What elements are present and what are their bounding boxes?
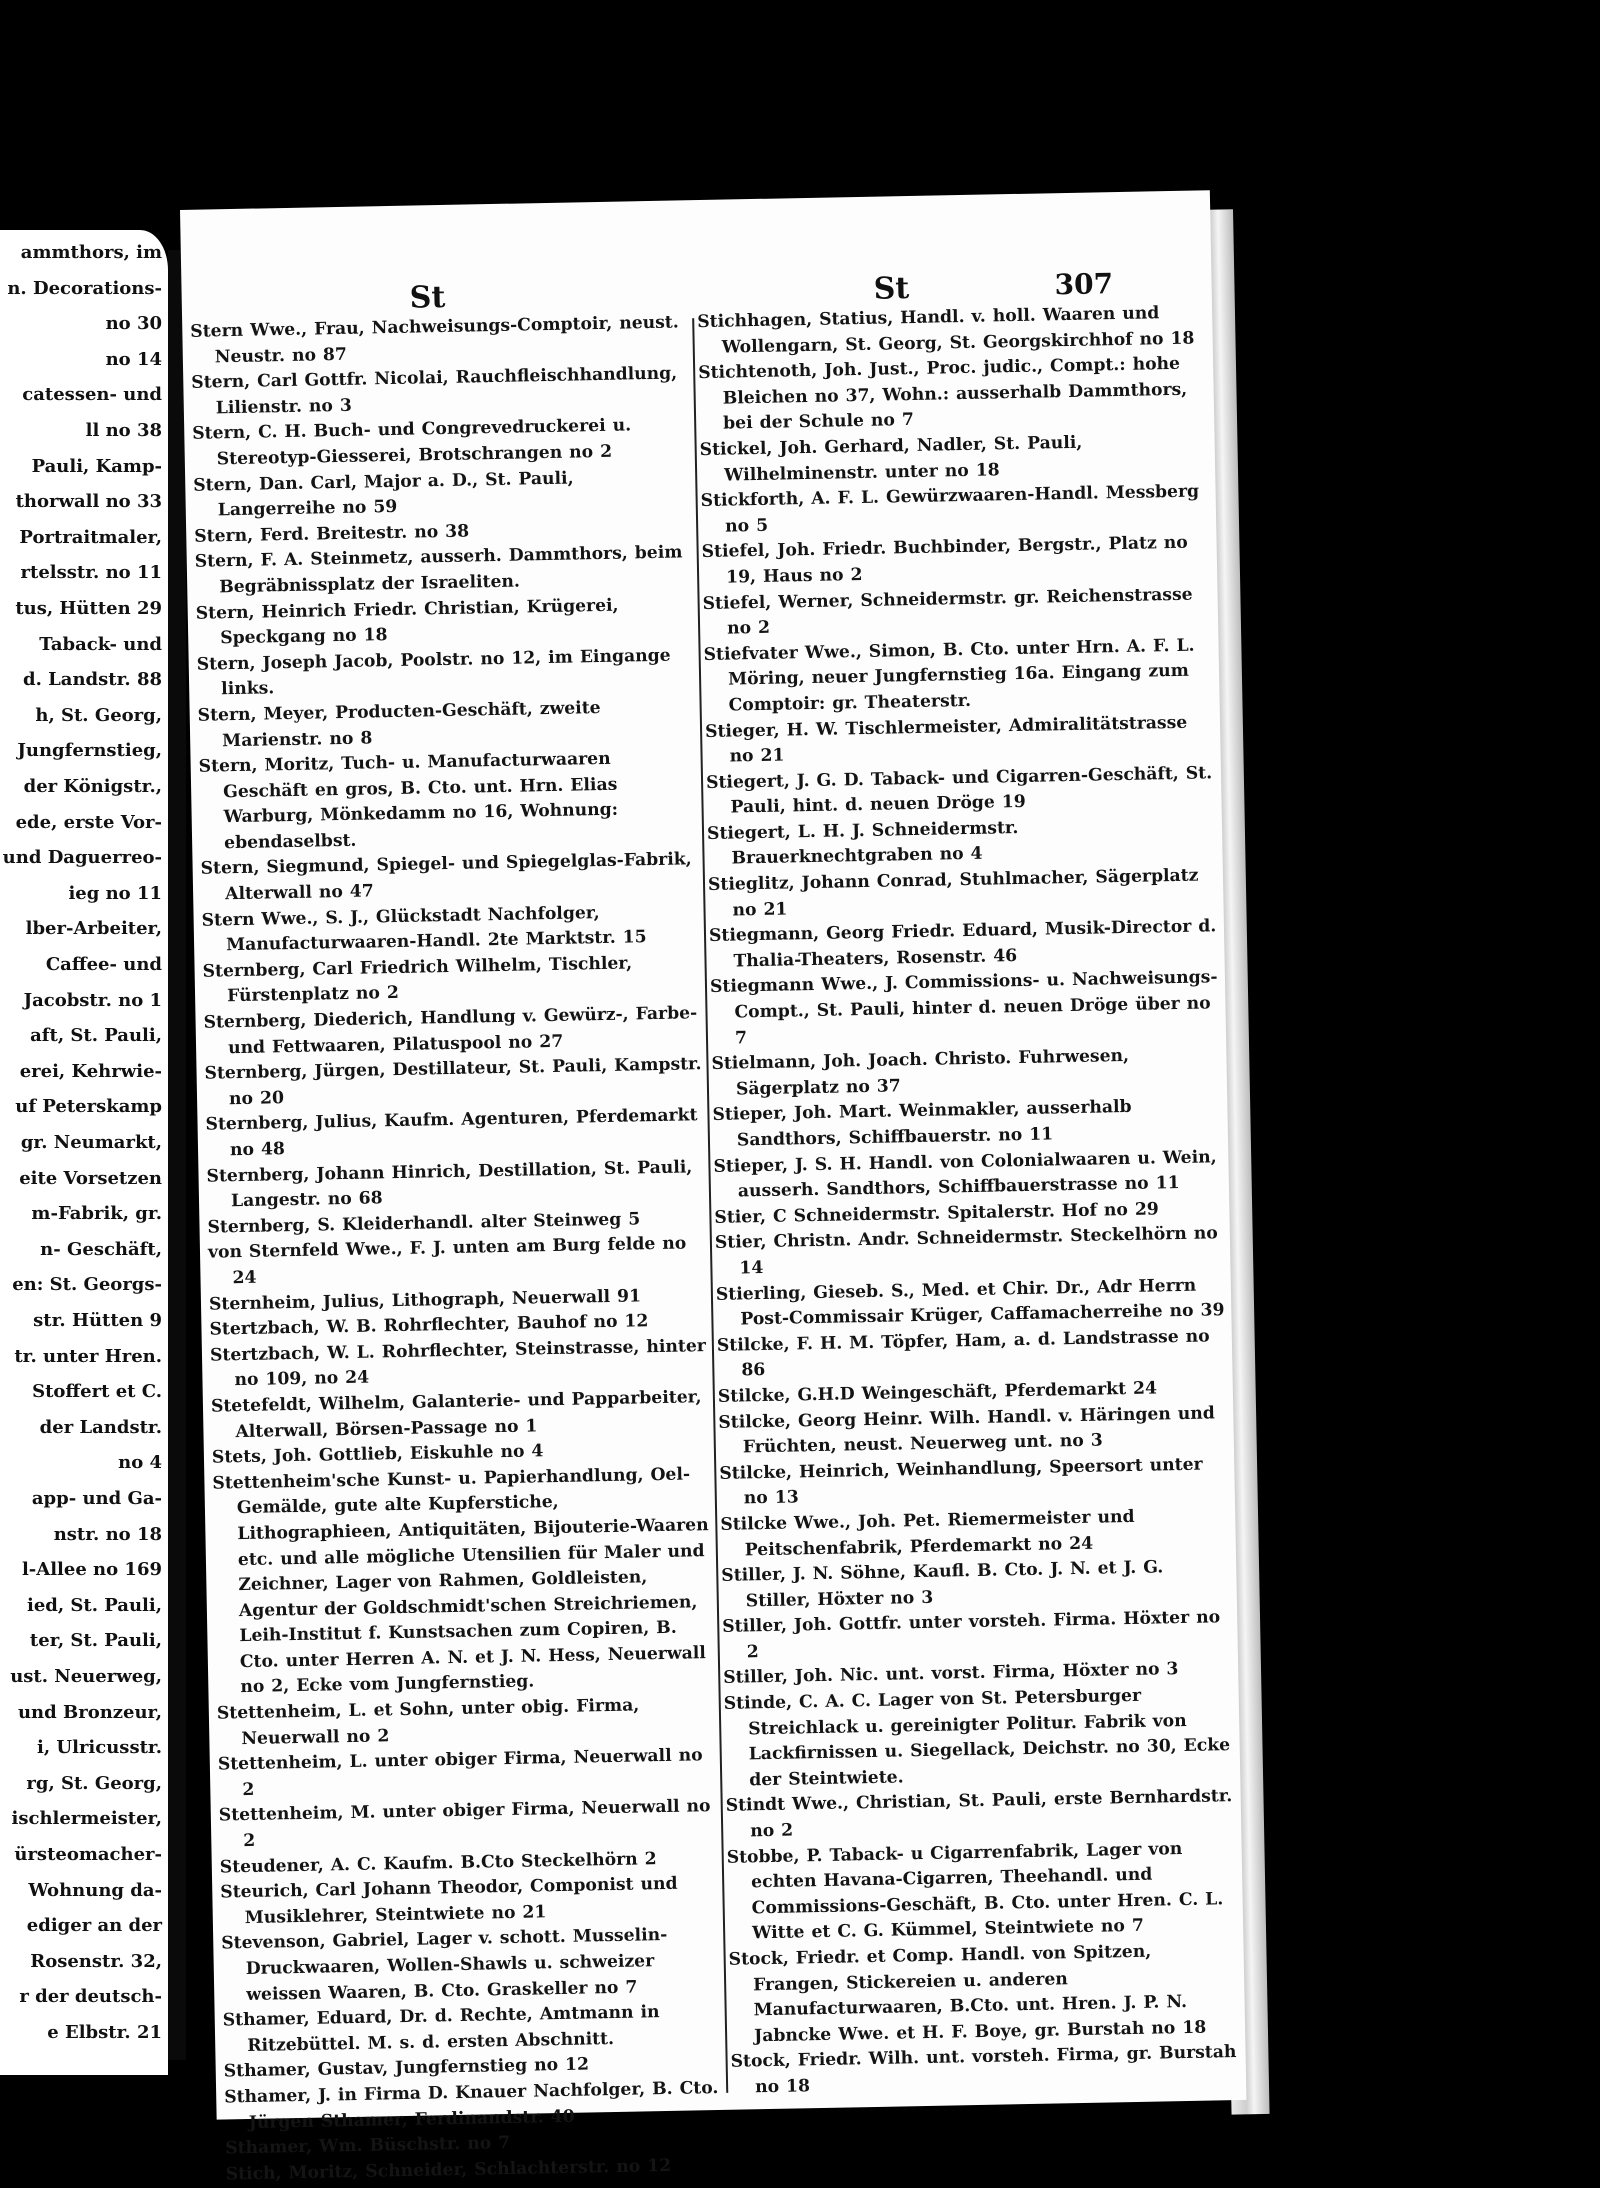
directory-entry: Stern, F. A. Steinmetz, ausserh. Dammthors, beim Begräbnissplatz der Israeliten. (194, 542, 683, 598)
column-right (697, 300, 1241, 2101)
directory-entry: Stilcke, G.H.D Weingeschäft, Pferdemarkt 24 (717, 1378, 1158, 1407)
left-fragment-line: der Königstr., (23, 776, 162, 797)
left-fragment-line: thorwall no 33 (15, 491, 162, 513)
directory-entry: Stern, Dan. Carl, Major a. D., St. Pauli, Langerreihe no 59 (193, 468, 574, 521)
left-fragment-line: Stoffert et C. (32, 1381, 162, 1403)
left-fragment-line: rtelsstr. no 11 (20, 562, 162, 584)
left-fragment-line: no 4 (118, 1452, 162, 1474)
directory-entry: Sternberg, Diederich, Handlung v. Gewürz-, Farbe- und Fettwaaren, Pilatuspool no 27 (203, 1003, 698, 1058)
left-fragment-line: ürsteomacher- (14, 1844, 162, 1865)
directory-entry: Sternberg, Jürgen, Destillateur, St. Pauli, Kampstr. no 20 (204, 1054, 702, 1110)
directory-entry: Sternheim, Julius, Lithograph, Neuerwall 91 (208, 1285, 642, 1315)
directory-entry: Stiefel, Joh. Friedr. Buchbinder, Bergstr., Platz no 19, Haus no 2 (701, 533, 1188, 588)
directory-entry: Sthamer, J. in Firma D. Knauer Nachfolger, B. Cto. Jürgen Sthamer, Ferdinandstr. 40 (224, 2077, 719, 2133)
left-fragment-line: d. Landstr. 88 (23, 669, 162, 691)
left-fragment-line: l-Allee no 169 (21, 1559, 162, 1581)
left-fragment-line: tr. unter Hren. (14, 1345, 162, 1367)
left-fragment-line: ediger an der (26, 1915, 162, 1937)
left-fragment-line: ll no 38 (85, 420, 162, 441)
left-fragment-line: nstr. no 18 (53, 1523, 162, 1545)
directory-entry: Sthamer, Eduard, Dr. d. Rechte, Amtmann in Ritzebüttel. M. s. d. ersten Abschnitt. (222, 2002, 660, 2056)
directory-page (180, 190, 1246, 2185)
directory-entry: Steudener, A. C. Kaufm. B.Cto Steckelhörn 2 (219, 1848, 657, 1878)
directory-entry: Stiller, J. N. Söhne, Kaufl. B. Cto. J. N. et J. G. Stiller, Höxter no 3 (721, 1557, 1164, 1612)
directory-entry: Stiegmann, Georg Friedr. Eduard, Musik-Director d. Thalia-Theaters, Rosenstr. 46 (708, 916, 1217, 972)
left-fragment-line: no 14 (105, 348, 162, 370)
left-fragment-line: ede, erste Vor- (15, 811, 162, 833)
left-fragment-line: erei, Kehrwie- (19, 1060, 162, 1082)
directory-entry: Stertzbach, W. L. Rohrflechter, Steinstrasse, hinter no 109, no 24 (209, 1335, 707, 1391)
left-fragment-line: Jungfernstieg, (17, 740, 162, 762)
directory-entry: Stiegert, J. G. D. Taback- und Cigarren-Geschäft, St. Pauli, hint. d. neuen Dröge 19 (705, 762, 1213, 818)
directory-entry: Steurich, Carl Johann Theodor, Componist und Musiklehrer, Steintwiete no 21 (220, 1873, 678, 1928)
left-page-fragment (0, 230, 168, 2075)
directory-entry: Stiegert, L. H. J. Schneidermstr. Brauerknechtgraben no 4 (706, 817, 1019, 869)
left-fragment-line: r der deutsch- (19, 1986, 162, 2008)
left-fragment-line: ischlermeister, (11, 1808, 162, 1830)
left-fragment-line: und Daguerreo- (2, 847, 162, 869)
directory-entry: Sthamer, Gustav, Jungfernstieg no 12 (223, 2054, 590, 2082)
directory-entry: Stier, Christn. Andr. Schneidermstr. Steckelhörn no 14 (714, 1223, 1218, 1279)
left-fragment-line: tus, Hütten 29 (15, 598, 162, 619)
left-fragment-line: gr. Neumarkt, (20, 1132, 162, 1153)
directory-entry: Stierling, Gieseb. S., Med. et Chir. Dr., Adr Herrn Post-Commissair Krüger, Caffamacherreihe no 39 (715, 1275, 1225, 1330)
left-fragment-line: m-Fabrik, gr. (31, 1203, 162, 1225)
directory-entry: Stern, C. H. Buch- und Congrevedruckerei u. Stereotyp-Giesserei, Brotschrangen no 2 (192, 415, 632, 470)
directory-entry: Stieper, J. S. H. Handl. von Colonialwaaren u. Wein, ausserh. Sandthors, Schiffbauerstrasse no 11 (713, 1146, 1217, 1202)
left-fragment-line: und Bronzeur, (17, 1701, 162, 1723)
left-fragment-line: Rosenstr. 32, (30, 1950, 162, 1972)
left-fragment-line: uf Peterskamp (15, 1096, 162, 1118)
left-fragment-line: Taback- und (39, 633, 162, 655)
running-head-right: St (873, 271, 910, 307)
directory-entry: Stevenson, Gabriel, Lager v. schott. Musselin-Druckwaaren, Wollen-Shawls u. schweizer weissen Waaren, B. Cto. Graskeller no 7 (221, 1925, 668, 2005)
page-number: 307 (1054, 267, 1114, 302)
directory-entry: Stieper, Joh. Mart. Weinmakler, ausserhalb Sandthors, Schiffbauerstr. no 11 (712, 1097, 1132, 1151)
directory-entry: Stern, Meyer, Producten-Geschäft, zweite Marienstr. no 8 (197, 697, 601, 751)
directory-entry: Stiefel, Werner, Schneidermstr. gr. Reichenstrasse no 2 (702, 584, 1193, 639)
directory-entry: Sternberg, Carl Friedrich Wilhelm, Tischler, Fürstenplatz no 2 (202, 953, 633, 1007)
directory-entry: Stern, Moritz, Tuch- u. Manufacturwaaren Geschäft en gros, B. Cto. unt. Hrn. Elias Warburg, Mönkedamm no 16, Wohnung: ebendaselbst. (198, 748, 619, 854)
directory-entry: Stock, Friedr. et Comp. Handl. von Spitzen, Frangen, Stickereien u. anderen Manufacturwaaren, B.Cto. unt. Hren. J. P. N. Jabncke Wwe. et H. F. Boye, gr. Burstah no 18 (728, 1941, 1207, 2047)
directory-entry: Stielmann, Joh. Joach. Christo. Fuhrwesen, Sägerplatz no 37 (711, 1046, 1130, 1100)
column-left (190, 310, 726, 2188)
directory-entry: Stichhagen, Statius, Handl. v. holl. Waaren und Wollengarn, St. Georg, St. Georgskirchhof no 18 (697, 303, 1195, 358)
left-fragment-line: h, St. Georg, (35, 704, 162, 726)
directory-entry: Stettenheim, L. unter obiger Firma, Neuerwall no 2 (217, 1745, 703, 1800)
directory-entry: Stettenheim'sche Kunst- u. Papierhandlung, Oel-Gemälde, gute alte Kupferstiche, Lithographieen, Antiquitäten, Bijouterie-Waaren etc. und alle mögliche Utensilien für Maler und Zeichner, Lager von Rahmen, Goldleisten, Agentur der Goldschmidt'schen Streichriemen, Leih-Institut f. Kunstsachen zum Copiren, B. Cto. unter Herren A. N. et J. N. Hess, Neuerwall no 2, Ecke vom Jungfernstieg. (212, 1464, 709, 1698)
left-fragment-line: Caffee- und (45, 954, 162, 975)
left-fragment-line: n. Decorations- (7, 277, 162, 299)
directory-entry: Stiller, Joh. Gottfr. unter vorsteh. Firma. Höxter no 2 (722, 1607, 1221, 1663)
directory-entry: Stichtenoth, Joh. Just., Proc. judic., Compt.: hohe Bleichen no 37, Wohn.: ausserhalb Dammthors, bei der Schule no 7 (698, 354, 1188, 434)
left-fragment-line: rg, St. Georg, (26, 1772, 162, 1794)
directory-entry: Stern Wwe., Frau, Nachweisungs-Comptoir, neust. Neustr. no 87 (190, 312, 679, 367)
directory-entry: Stier, C Schneidermstr. Spitalerstr. Hof no 29 (714, 1199, 1159, 1228)
directory-entry: Stich, Moritz, Schneider, Schlachterstr. no 12 (225, 2155, 672, 2185)
left-fragment-line: ammthors, im (20, 242, 162, 263)
directory-entry: Stets, Joh. Gottlieb, Eiskuhle no 4 (211, 1441, 544, 1468)
running-head-left: St (409, 279, 446, 316)
directory-entry: Stertzbach, W. B. Rohrflechter, Bauhof no 12 (209, 1311, 649, 1340)
left-fragment-line: Jacobstr. no 1 (23, 989, 162, 1011)
left-fragment-line: eite Vorsetzen (19, 1167, 162, 1189)
directory-entry: Stock, Friedr. Wilh. unt. vorsteh. Firma, gr. Burstah no 18 (730, 2042, 1237, 2098)
directory-entry: Stiller, Joh. Nic. unt. vorst. Firma, Höxter no 3 (723, 1659, 1179, 1689)
left-fragment-line: ied, St. Pauli, (27, 1594, 162, 1616)
directory-entry: Stiegmann Wwe., J. Commissions- u. Nachweisungs-Compt., St. Pauli, hinter d. neuen Dröge über no 7 (709, 967, 1218, 1049)
directory-entry: Stieglitz, Johann Conrad, Stuhlmacher, Sägerplatz no 21 (707, 865, 1199, 921)
directory-entry: Sthamer, Wm. Büschstr. no 7 (225, 2133, 511, 2159)
directory-entry: Stilcke, Georg Heinr. Wilh. Handl. v. Häringen und Früchten, neust. Neuerweg unt. no 3 (718, 1402, 1215, 1458)
directory-entry: Stinde, C. A. C. Lager von St. Petersburger Streichlack u. gereinigter Politur. Fabrik von Lackfirnissen u. Siegellack, Deichstr. no 30, Ecke der Steintwiete. (723, 1685, 1231, 1791)
left-fragment-line: lber-Arbeiter, (25, 918, 162, 940)
left-fragment-line: Pauli, Kamp- (31, 455, 162, 477)
book-gutter (168, 250, 186, 2060)
directory-entry: Sternberg, Johann Hinrich, Destillation, St. Pauli, Langestr. no 68 (206, 1156, 693, 1212)
directory-entry: Stickel, Joh. Gerhard, Nadler, St. Pauli, Wilhelminenstr. unter no 18 (699, 432, 1083, 486)
left-fragment-line: app- und Ga- (31, 1488, 162, 1509)
left-fragment-line: en: St. Georgs- (12, 1274, 162, 1296)
left-fragment-line: catessen- und (22, 384, 162, 406)
directory-entry: Stilcke, Heinrich, Weinhandlung, Speersort unter no 13 (719, 1454, 1203, 1509)
directory-entry: Stern, Carl Gottfr. Nicolai, Rauchfleischhandlung, Lilienstr. no 3 (191, 363, 678, 419)
left-fragment-line: e Elbstr. 21 (47, 2022, 162, 2043)
directory-entry: Stiefvater Wwe., Simon, B. Cto. unter Hrn. A. F. L. Möring, neuer Jungfernstieg 16a. Eingang zum Comptoir: gr. Theaterstr. (703, 635, 1195, 716)
directory-entry: Sternberg, S. Kleiderhandl. alter Steinweg 5 (207, 1209, 641, 1238)
directory-entry: Stern Wwe., S. J., Glückstadt Nachfolger, Manufacturwaaren-Handl. 2te Marktstr. 15 (201, 902, 647, 956)
left-fragment-line: n- Geschäft, (40, 1238, 162, 1260)
directory-entry: Stettenheim, L. et Sohn, unter obig. Firma, Neuerwall no 2 (216, 1695, 640, 1749)
directory-entry: Stern, Joseph Jacob, Poolstr. no 12, im Eingange links. (196, 645, 671, 700)
directory-entry: Stilcke Wwe., Joh. Pet. Riemermeister und Peitschenfabrik, Pferdemarkt no 24 (720, 1506, 1135, 1560)
directory-entry: Stilcke, F. H. M. Töpfer, Ham, a. d. Landstrasse no 86 (716, 1326, 1210, 1381)
directory-entry: Stettenheim, M. unter obiger Firma, Neuerwall no 2 (218, 1796, 711, 1852)
left-fragment-line: Portraitmaler, (19, 526, 162, 548)
left-fragment-line: aft, St. Pauli, (30, 1025, 162, 1047)
left-fragment-line: der Landstr. (39, 1416, 162, 1438)
directory-entry: Stindt Wwe., Christian, St. Pauli, erste Bernhardstr. no 2 (725, 1786, 1233, 1842)
directory-entry: Sternberg, Julius, Kaufm. Agenturen, Pferdemarkt no 48 (205, 1105, 698, 1161)
directory-entry: Stetefeldt, Wilhelm, Galanterie- und Papparbeiter, Alterwall, Börsen-Passage no 1 (210, 1387, 702, 1442)
directory-entry: von Sternfeld Wwe., F. J. unten am Burg felde no 24 (207, 1233, 687, 1289)
directory-entry: Stobbe, P. Taback- u Cigarrenfabrik, Lager von echten Havana-Cigarren, Theehandl. und Commissions-Geschäft, B. Cto. unter Hren. C. L. Witte et C. G. Kümmel, Steintwiete no 7 (726, 1838, 1224, 1944)
directory-entry: Stickforth, A. F. L. Gewürzwaaren-Handl. Messberg no 5 (700, 481, 1200, 537)
left-fragment-line: ieg no 11 (68, 882, 162, 904)
directory-entry: Stieger, H. W. Tischlermeister, Admiralitätstrasse no 21 (704, 712, 1188, 767)
directory-entry: Stern, Siegmund, Spiegel- und Spiegelglas-Fabrik, Alterwall no 47 (200, 849, 692, 905)
directory-entry: Stern, Ferd. Breitestr. no 38 (194, 521, 470, 547)
left-fragment-line: ust. Neuerweg, (10, 1666, 162, 1687)
left-fragment-line: Wohnung da- (28, 1879, 162, 1901)
left-fragment-line: i, Ulricusstr. (37, 1737, 162, 1759)
left-fragment-line: ter, St. Pauli, (29, 1630, 162, 1652)
directory-entry: Stern, Heinrich Friedr. Christian, Krügerei, Speckgang no 18 (195, 595, 619, 649)
left-fragment-line: str. Hütten 9 (33, 1310, 162, 1331)
left-fragment-line: no 30 (105, 313, 162, 335)
